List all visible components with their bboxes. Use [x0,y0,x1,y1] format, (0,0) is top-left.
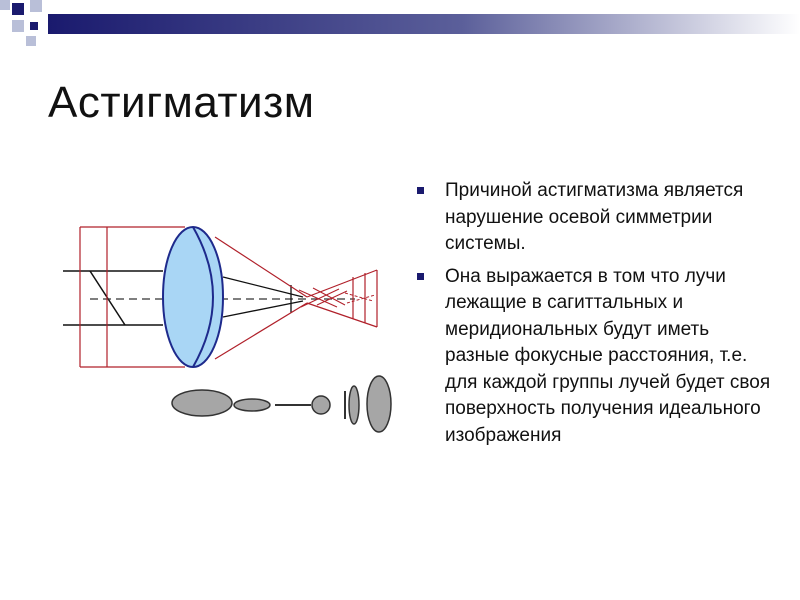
focus-spot-icon [234,399,270,411]
focus-spot-icon [312,396,330,414]
red-cone-ray [307,303,377,327]
bullet-item [415,178,775,258]
top-accent-bar [0,0,800,48]
bullet-text: Она выражается в том что лучи лежащие в сагиттальных и меридиональных будут иметь разные фокусные расстояния, т.е. для каждой группы лучей будет своя поверхность получения идеального изображения [445,265,771,446]
red-cone-ray [215,237,307,297]
deco-square [12,3,24,15]
deco-square [12,20,24,32]
deco-square [30,22,38,30]
focus-spot-icon [367,376,391,432]
deco-square [30,0,42,12]
bullet-square-icon [417,187,424,194]
focus-spot-icon [172,390,232,416]
deco-square [0,0,10,10]
focus-spot-icon [349,386,359,424]
bullet-item [415,264,775,450]
red-crossing-rays [345,293,375,303]
slide-title: Астигматизм [48,78,315,127]
accent-bar-gradient [48,14,800,34]
bullet-text: Причиной астигматизма является нарушение осевой симметрии системы. [445,180,744,254]
bullet-list [415,178,775,455]
bullet-square-icon [417,273,424,280]
astigmatism-diagram [55,215,400,445]
red-cone-ray [215,303,307,359]
deco-square [26,36,36,46]
